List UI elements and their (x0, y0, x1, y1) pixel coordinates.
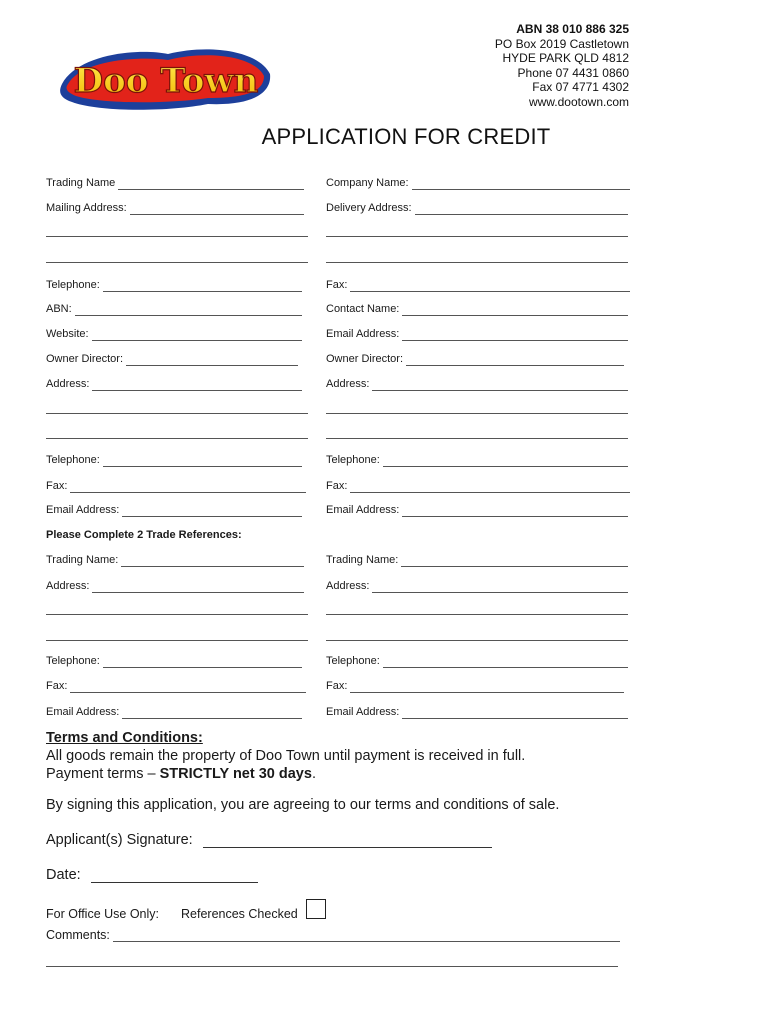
date-field[interactable] (46, 865, 258, 883)
ref-2-telephone-label: Telephone: (326, 655, 380, 667)
trading-name-field[interactable] (46, 176, 304, 190)
signature-label: Applicant(s) Signature: (46, 832, 193, 848)
fax-field[interactable] (326, 278, 630, 292)
terms-line-1: All goods remain the property of Doo Town until payment is received in full. (46, 748, 526, 764)
director-1-address-line-3[interactable] (46, 438, 308, 439)
ref-2-address-line-2[interactable] (326, 614, 628, 615)
telephone-label: Telephone: (46, 279, 100, 291)
office-use-label: For Office Use Only: (46, 907, 159, 921)
mailing-address-field[interactable] (46, 201, 304, 215)
ref-1-address-label: Address: (46, 580, 90, 592)
director-1-fax-label: Fax: (46, 480, 68, 492)
signature-field[interactable] (46, 830, 492, 848)
email-address-field[interactable] (326, 327, 628, 341)
delivery-address-line-3[interactable] (326, 262, 628, 263)
director-2-address-line-3[interactable] (326, 438, 628, 439)
comments-field[interactable] (46, 926, 620, 942)
mailing-address-line-3[interactable] (46, 262, 308, 263)
director-2-fax-label: Fax: (326, 480, 348, 492)
ref-2-email-field[interactable] (326, 705, 628, 719)
director-2-email-field[interactable] (326, 503, 628, 517)
payment-terms-suffix: . (311, 766, 316, 782)
website-label: Website: (46, 328, 89, 340)
contact-name-field[interactable] (326, 302, 628, 316)
owner-director-1-field[interactable] (46, 352, 298, 366)
phone-text: Phone 07 4431 0860 (517, 65, 629, 80)
director-1-email-label: Email Address: (46, 504, 120, 516)
director-2-address-field[interactable] (326, 377, 628, 391)
ref-2-email-label: Email Address: (326, 706, 400, 718)
company-contact-block (495, 22, 629, 109)
ref-1-telephone-field[interactable] (46, 654, 302, 668)
payment-terms-bold: STRICTLY net 30 days (159, 766, 312, 782)
payment-terms-prefix: Payment terms – (46, 766, 160, 782)
owner-director-2-label: Owner Director: (326, 353, 404, 365)
company-name-label: Company Name: (326, 177, 409, 189)
agreement-text: By signing this application, you are agreeing to our terms and conditions of sale. (46, 797, 560, 813)
doo-town-logo (58, 40, 274, 114)
ref-1-trading-name-label: Trading Name: (46, 554, 119, 566)
director-1-fax-field[interactable] (46, 479, 306, 493)
ref-1-trading-name-field[interactable] (46, 553, 304, 567)
ref-2-address-field[interactable] (326, 579, 628, 593)
page-title: APPLICATION FOR CREDIT (261, 124, 551, 149)
ref-1-address-line-2[interactable] (46, 614, 308, 615)
director-1-address-line-2[interactable] (46, 413, 308, 414)
delivery-address-line-2[interactable] (326, 236, 628, 237)
abn-text: ABN 38 010 886 325 (516, 22, 629, 36)
fax-text: Fax 07 4771 4302 (532, 80, 629, 94)
director-1-address-field[interactable] (46, 377, 302, 391)
contact-name-label: Contact Name: (326, 303, 400, 315)
logo-text: Doo Town (73, 61, 259, 101)
director-2-telephone-field[interactable] (326, 453, 628, 467)
mailing-address-label: Mailing Address: (46, 202, 127, 214)
po-box-text: PO Box 2019 Castletown (494, 36, 629, 51)
owner-director-2-field[interactable] (326, 352, 624, 366)
website-field[interactable] (46, 327, 302, 341)
abn-label: ABN: (46, 303, 72, 315)
ref-1-telephone-label: Telephone: (46, 655, 100, 667)
ref-1-fax-field[interactable] (46, 679, 306, 693)
ref-1-fax-label: Fax: (46, 680, 68, 692)
terms-heading: Terms and Conditions: (46, 730, 203, 746)
director-1-telephone-label: Telephone: (46, 454, 100, 466)
ref-2-trading-name-field[interactable] (326, 553, 628, 567)
trading-name-label: Trading Name (46, 177, 116, 189)
telephone-field[interactable] (46, 278, 302, 292)
director-2-email-label: Email Address: (326, 504, 400, 516)
director-1-telephone-field[interactable] (46, 453, 302, 467)
director-2-address-line-2[interactable] (326, 413, 628, 414)
director-2-address-label: Address: (326, 378, 370, 390)
email-address-label: Email Address: (326, 328, 400, 340)
trade-references-heading: Please Complete 2 Trade References: (46, 529, 242, 541)
ref-1-address-field[interactable] (46, 579, 304, 593)
ref-1-email-field[interactable] (46, 705, 302, 719)
ref-2-address-label: Address: (326, 580, 370, 592)
ref-1-address-line-3[interactable] (46, 640, 308, 641)
owner-director-1-label: Owner Director: (46, 353, 124, 365)
address-text: HYDE PARK QLD 4812 (502, 51, 629, 65)
ref-1-email-label: Email Address: (46, 706, 120, 718)
fax-label: Fax: (326, 279, 348, 291)
delivery-address-field[interactable] (326, 201, 628, 215)
ref-2-address-line-3[interactable] (326, 640, 628, 641)
ref-2-fax-label: Fax: (326, 680, 348, 692)
mailing-address-line-2[interactable] (46, 236, 308, 237)
comments-line-2[interactable] (46, 966, 618, 967)
director-1-email-field[interactable] (46, 503, 302, 517)
delivery-address-label: Delivery Address: (326, 202, 412, 214)
director-2-telephone-label: Telephone: (326, 454, 380, 466)
ref-2-trading-name-label: Trading Name: (326, 554, 399, 566)
company-name-field[interactable] (326, 176, 630, 190)
ref-2-telephone-field[interactable] (326, 654, 628, 668)
terms-section (46, 729, 525, 783)
references-checked-checkbox[interactable] (306, 899, 326, 919)
references-checked-label: References Checked (181, 907, 298, 921)
director-2-fax-field[interactable] (326, 479, 630, 493)
comments-label: Comments: (46, 928, 110, 942)
website-text: www.dootown.com (528, 94, 629, 109)
abn-field[interactable] (46, 302, 302, 316)
ref-2-fax-field[interactable] (326, 679, 624, 693)
terms-line-2 (46, 765, 525, 783)
office-use-row (46, 907, 326, 921)
director-1-address-label: Address: (46, 378, 90, 390)
date-label: Date: (46, 867, 81, 883)
